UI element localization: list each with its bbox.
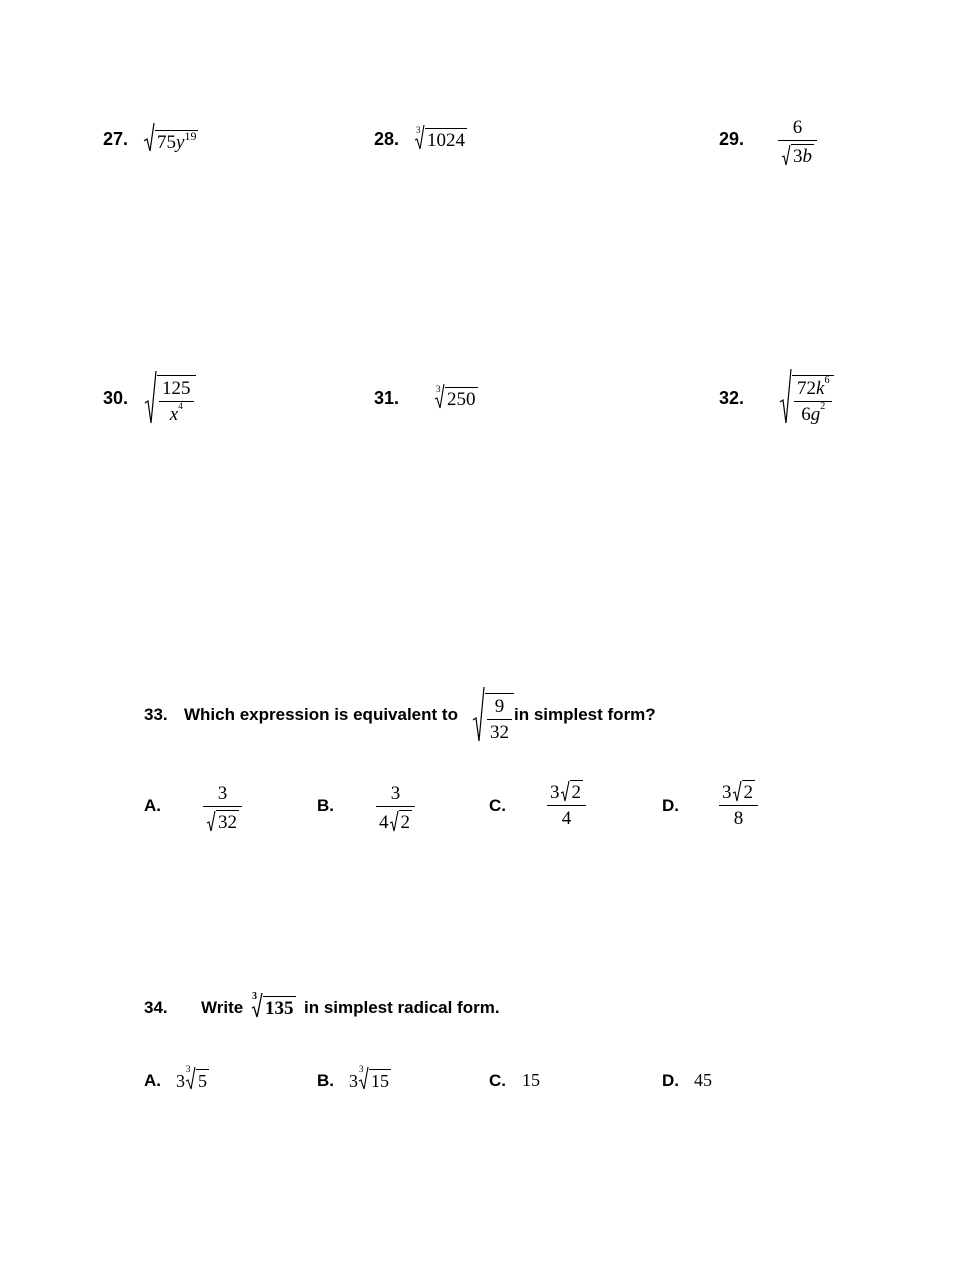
radical-sign-icon	[144, 370, 157, 424]
radical-sign-icon	[779, 368, 792, 424]
fraction	[794, 375, 832, 425]
radicand: 15	[371, 1071, 389, 1091]
numerator: 125	[162, 378, 191, 399]
denominator: 8	[733, 808, 744, 829]
numerator: 3	[217, 783, 228, 804]
question-34-prompt-start: Write	[201, 998, 244, 1017]
coefficient: 3	[176, 1071, 185, 1091]
fraction	[159, 379, 194, 424]
q33-option-a-label[interactable]: A.	[144, 796, 161, 815]
exponent: 19	[184, 129, 197, 143]
variable: b	[802, 146, 812, 167]
fraction	[719, 780, 758, 828]
problem-29-expression	[778, 118, 817, 166]
radical-sign-icon	[560, 780, 570, 802]
radical-sign-icon	[781, 144, 791, 166]
root-index: 3	[416, 125, 421, 135]
q33-option-b-expression[interactable]	[376, 784, 415, 832]
square-root	[779, 368, 834, 424]
question-33-prompt-end: in simplest form?	[514, 705, 656, 724]
square-root	[206, 810, 239, 832]
root-index: 3	[252, 991, 257, 1002]
q34-option-d-value[interactable]: 45	[694, 1070, 712, 1090]
q33-option-d-label[interactable]: D.	[662, 796, 679, 815]
problem-28-number: 28.	[374, 129, 400, 149]
cube-root	[358, 1066, 391, 1090]
question-33-prompt-start: Which expression is equivalent to	[184, 705, 458, 724]
fraction	[203, 784, 242, 832]
root-index: 3	[186, 1064, 191, 1074]
radicand: 2	[400, 812, 410, 833]
radicand: 32	[218, 812, 237, 833]
coefficient: 3	[550, 782, 560, 803]
numerator: 9	[494, 696, 505, 717]
radical-sign-icon	[143, 122, 155, 152]
radicand: 135	[265, 998, 294, 1019]
exponent: 4	[178, 401, 183, 411]
coefficient: 4	[379, 812, 389, 833]
radicand: 2	[743, 782, 753, 803]
question-33-radical	[472, 686, 514, 742]
cube-root	[414, 124, 467, 150]
coefficient: 75	[157, 132, 176, 153]
question-34-prompt-end: in simplest radical form.	[304, 998, 500, 1017]
square-root	[732, 780, 756, 802]
radicand: 5	[198, 1071, 207, 1091]
problem-32-expression	[779, 368, 834, 424]
radical-sign-icon	[389, 810, 399, 832]
denominator: 4	[561, 808, 572, 829]
variable: k	[816, 378, 825, 399]
radical-sign-icon	[206, 810, 216, 832]
exponent: 6	[824, 375, 830, 386]
q34-option-b-label[interactable]: B.	[317, 1071, 334, 1090]
fraction	[487, 697, 512, 742]
radicand: 250	[447, 389, 476, 410]
question-34-radical	[251, 992, 296, 1018]
radicand: 1024	[427, 130, 465, 151]
radical-sign-icon	[472, 686, 485, 742]
root-index: 3	[359, 1064, 364, 1074]
exponent: 2	[820, 401, 826, 412]
problem-28-expression	[414, 124, 467, 150]
variable: y	[176, 132, 185, 153]
cube-root	[251, 992, 296, 1018]
square-root	[560, 780, 584, 802]
square-root	[143, 122, 198, 152]
problem-31-number: 31.	[374, 388, 400, 408]
coefficient: 6	[801, 404, 811, 425]
square-root	[781, 144, 814, 166]
question-34-number: 34.	[144, 998, 168, 1017]
problem-27-number: 27.	[103, 129, 129, 149]
fraction	[547, 780, 586, 828]
square-root	[389, 810, 413, 832]
cube-root	[185, 1066, 209, 1090]
question-33-number: 33.	[144, 705, 168, 724]
q34-option-b-expression[interactable]	[349, 1066, 391, 1090]
q33-option-b-label[interactable]: B.	[317, 796, 334, 815]
problem-29-number: 29.	[719, 129, 745, 149]
root-index: 3	[436, 384, 441, 394]
radicand: 2	[571, 782, 581, 803]
problem-30-number: 30.	[103, 388, 129, 408]
q34-option-c-value[interactable]: 15	[522, 1070, 540, 1090]
numerator: 6	[792, 117, 803, 138]
problem-32-number: 32.	[719, 388, 745, 408]
problem-27-expression	[143, 122, 198, 152]
cube-root	[434, 383, 478, 409]
square-root	[472, 686, 514, 742]
numerator: 3	[390, 783, 401, 804]
q33-option-c-expression[interactable]	[547, 780, 586, 828]
q34-option-d-label[interactable]: D.	[662, 1071, 679, 1090]
problem-31-expression	[434, 383, 478, 409]
q33-option-a-expression[interactable]	[203, 784, 242, 832]
q34-option-c-label[interactable]: C.	[489, 1071, 506, 1090]
radical-sign-icon	[732, 780, 742, 802]
coefficient: 3	[349, 1071, 358, 1091]
square-root	[144, 370, 196, 424]
fraction	[376, 784, 415, 832]
variable: x	[169, 404, 179, 425]
variable: g	[810, 404, 821, 425]
problem-30-expression	[144, 370, 196, 424]
q33-option-d-expression[interactable]	[719, 780, 758, 828]
fraction	[778, 118, 817, 166]
q33-option-c-label[interactable]: C.	[489, 796, 506, 815]
q34-option-a-label[interactable]: A.	[144, 1071, 161, 1090]
coefficient: 3	[793, 146, 803, 167]
q34-option-a-expression[interactable]	[176, 1066, 209, 1090]
coefficient: 3	[722, 782, 732, 803]
coefficient: 72	[797, 378, 816, 399]
denominator: 32	[490, 722, 509, 743]
